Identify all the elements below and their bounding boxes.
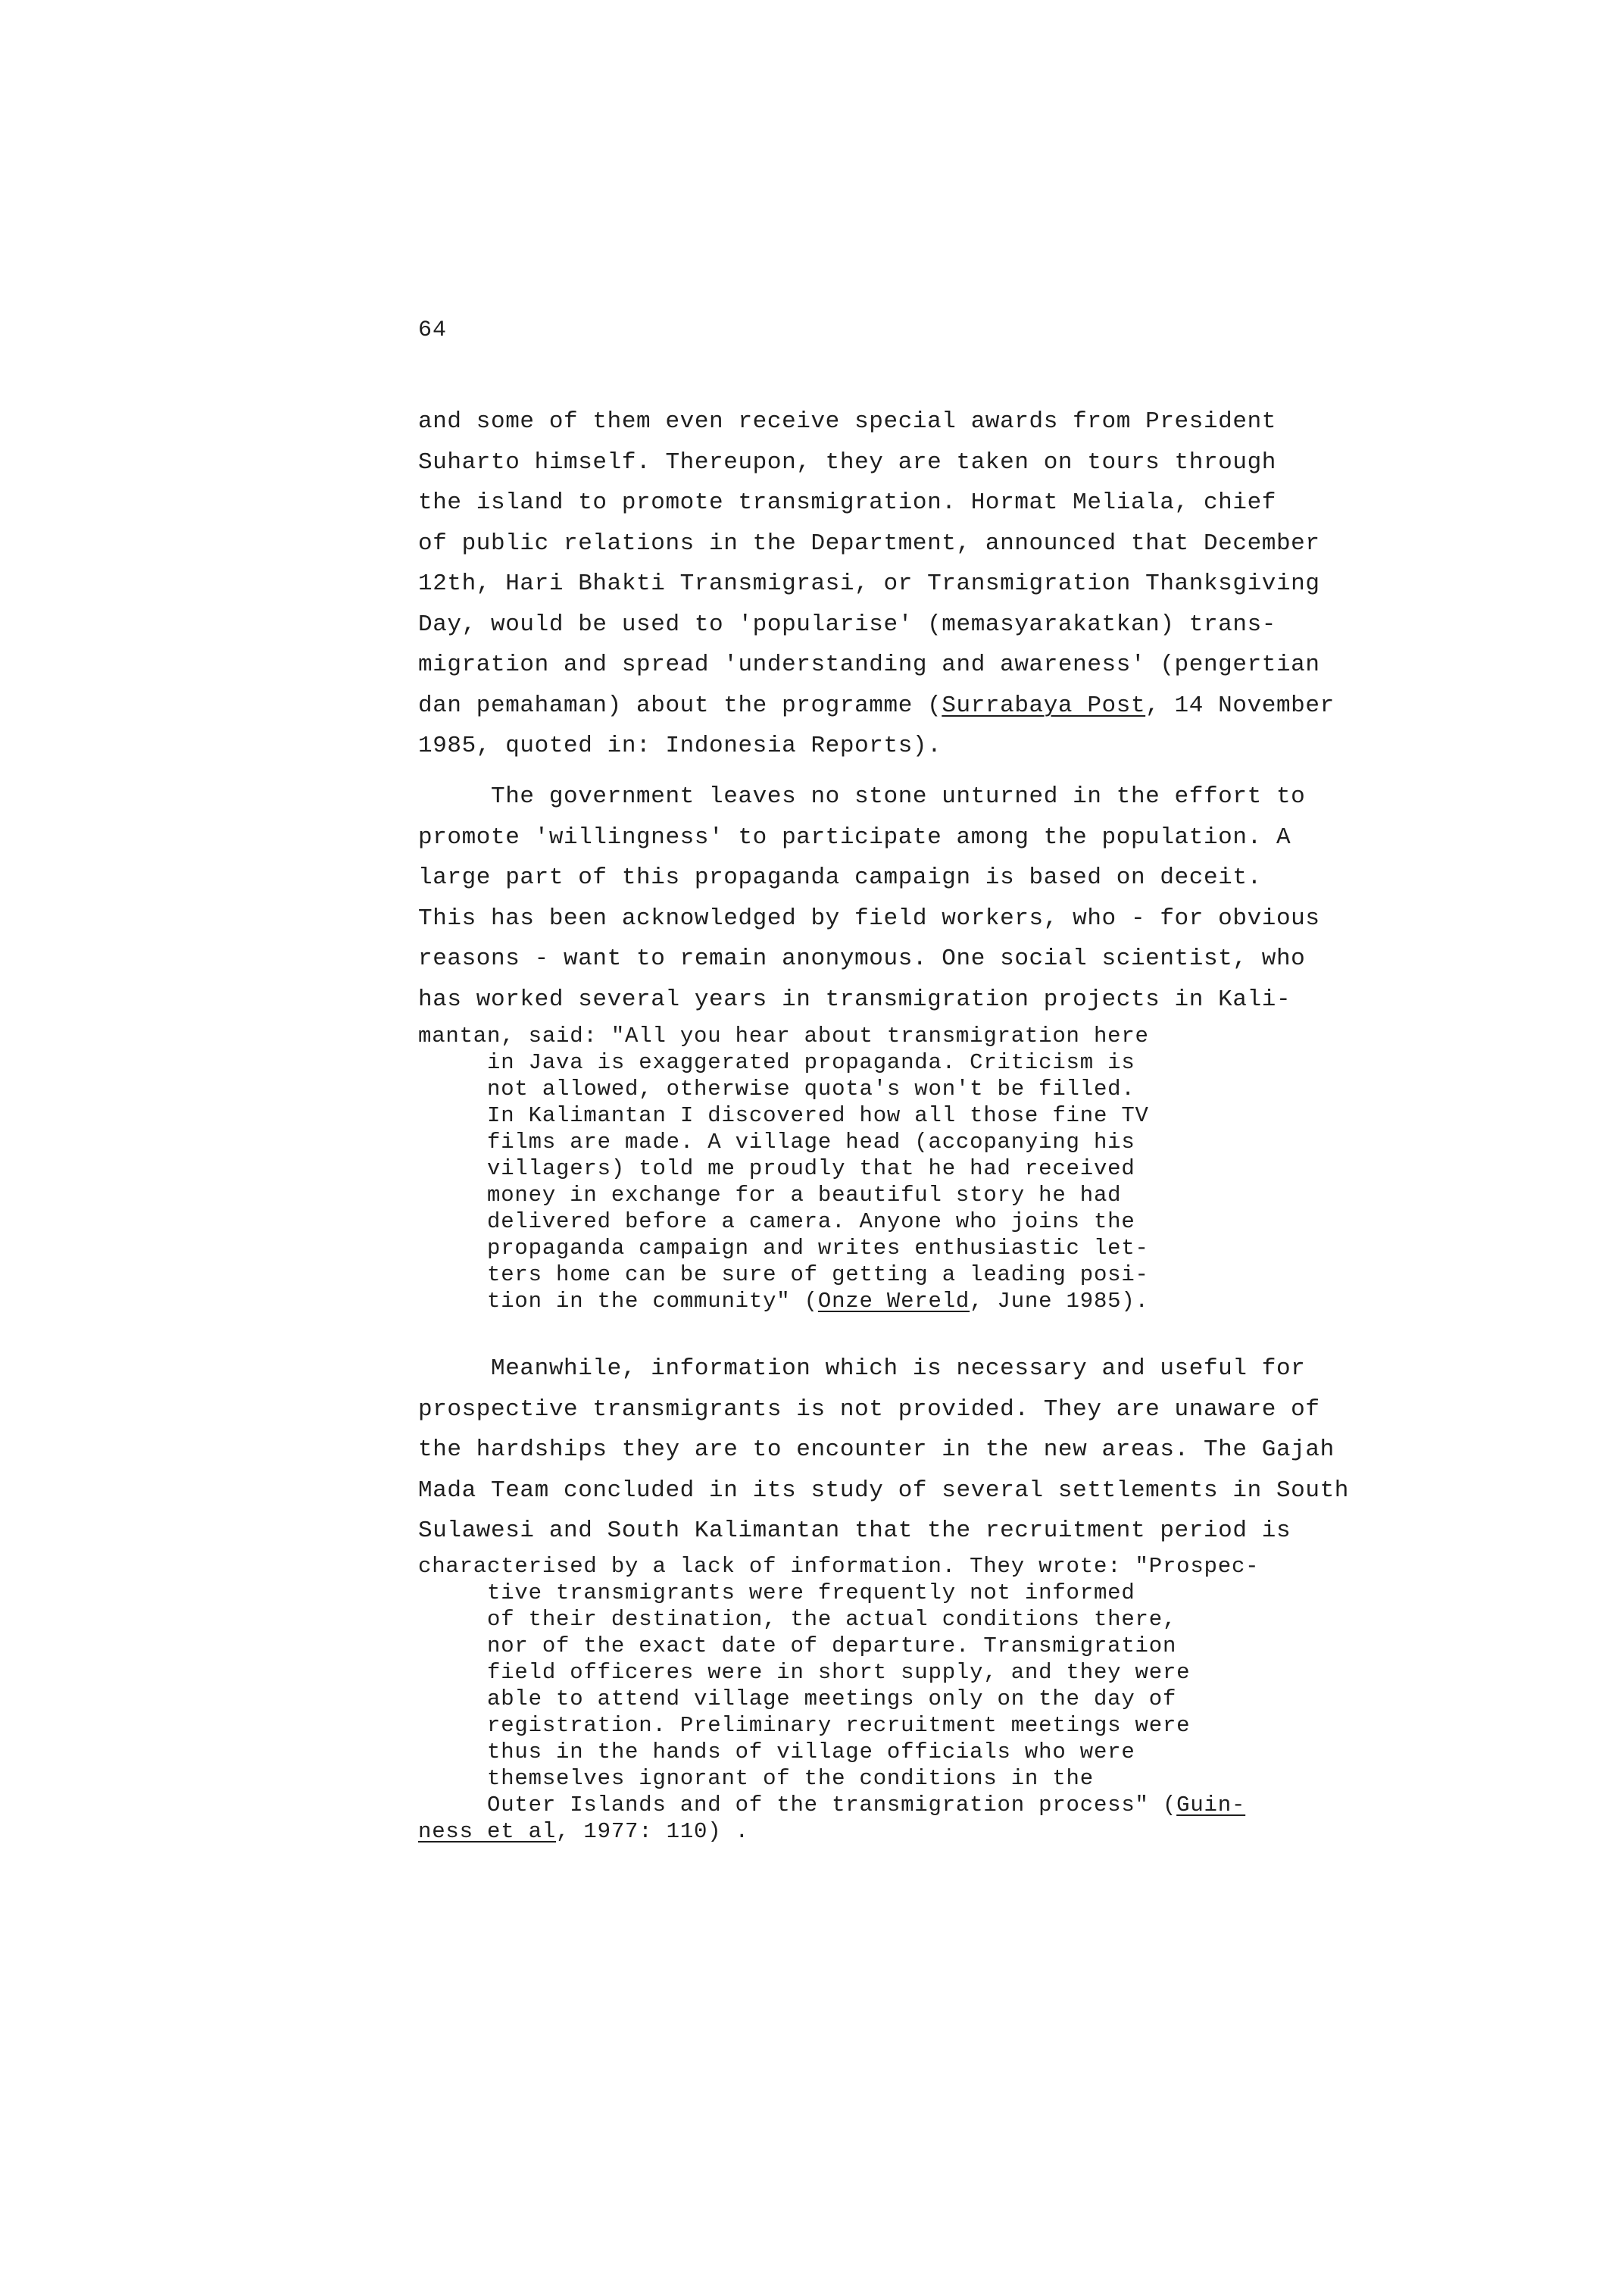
paragraph-1 [418,402,1335,767]
text-line: Mada Team concluded in its study of several settlements in South [418,1477,1349,1504]
text-line: not allowed, otherwise quota's won't be filled. [418,1077,1135,1102]
text-line: themselves ignorant of the conditions in the [418,1766,1094,1791]
page-number: 64 [418,317,448,343]
text-fragment: dan pemahaman) about the programme ( [418,692,942,719]
text-line: films are made. A village head (accopanying his [418,1130,1135,1155]
text-line: field officeres were in short supply, and they were [418,1660,1191,1685]
text-line: large part of this propaganda campaign is based on deceit. [418,864,1262,891]
text-line: ters home can be sure of getting a leading posi- [418,1262,1149,1287]
text-line [418,1288,1149,1314]
text-line: in Java is exaggerated propaganda. Criticism is [418,1050,1135,1075]
text-fragment: , June 1985). [970,1289,1149,1314]
text-line: Day, would be used to 'popularise' (memasyarakatkan) trans- [418,611,1276,638]
source-citation-title: Onze Wereld [817,1289,970,1314]
text-line: migration and spread 'understanding and awareness' (pengertian [418,652,1320,678]
text-line: The government leaves no stone unturned in the effort to [418,783,1306,810]
text-line: Sulawesi and South Kalimantan that the recruitment period is [418,1517,1291,1544]
source-citation-title: ness et al [418,1819,557,1844]
text-line: 12th, Hari Bhakti Transmigrasi, or Transmigration Thanksgiving [418,570,1320,597]
text-line: thus in the hands of village officials who were [418,1739,1135,1764]
text-line: nor of the exact date of departure. Transmigration [418,1633,1177,1658]
text-line: has worked several years in transmigration projects in Kali- [418,986,1291,1013]
paragraph-2 [418,777,1320,1020]
text-line: and some of them even receive special awards from President [418,408,1276,435]
text-line [418,1818,1259,1845]
text-line: prospective transmigrants is not provided. They are unaware of [418,1396,1320,1423]
text-line: mantan, said: "All you hear about transmigration here [418,1024,1149,1049]
text-line: characterised by a lack of information. They wrote: "Prospec- [418,1554,1260,1579]
text-line: money in exchange for a beautiful story he had [418,1183,1122,1208]
text-line: propaganda campaign and writes enthusiastic let- [418,1236,1149,1261]
text-line: able to attend village meetings only on the day of [418,1686,1177,1711]
text-line: 1985, quoted in: Indonesia Reports). [418,733,942,759]
block-quote-1 [418,1023,1149,1314]
text-line: In Kalimantan I discovered how all those fine TV [418,1103,1149,1128]
text-line: the hardships they are to encounter in the new areas. The Gajah [418,1436,1335,1463]
paragraph-3 [418,1349,1349,1552]
text-line: villagers) told me proudly that he had received [418,1156,1135,1181]
text-line: registration. Preliminary recruitment meetings were [418,1713,1191,1738]
text-fragment: , 14 November [1145,692,1335,719]
text-line: reasons - want to remain anonymous. One social scientist, who [418,945,1306,972]
text-line: the island to promote transmigration. Hormat Meliala, chief [418,489,1276,516]
block-quote-2 [418,1553,1259,1845]
text-line: promote 'willingness' to participate among the population. A [418,824,1291,851]
text-line: delivered before a camera. Anyone who joins the [418,1209,1135,1234]
source-citation-title: Surrabaya Post [942,692,1146,719]
text-line: Suharto himself. Thereupon, they are taken on tours through [418,449,1276,476]
text-fragment: Outer Islands and of the transmigration process" ( [418,1792,1177,1817]
text-fragment: , 1977: 110) . [556,1819,749,1844]
source-citation-title: Guin- [1176,1792,1246,1817]
text-line: This has been acknowledged by field workers, who - for obvious [418,905,1320,932]
text-fragment: tion in the community" ( [418,1289,818,1314]
text-line: Meanwhile, information which is necessary and useful for [418,1355,1306,1382]
text-line [418,686,1335,727]
text-line: tive transmigrants were frequently not informed [418,1580,1135,1605]
text-line [418,1792,1259,1818]
text-line: of public relations in the Department, announced that December [418,530,1320,557]
text-line: of their destination, the actual conditions there, [418,1607,1177,1632]
